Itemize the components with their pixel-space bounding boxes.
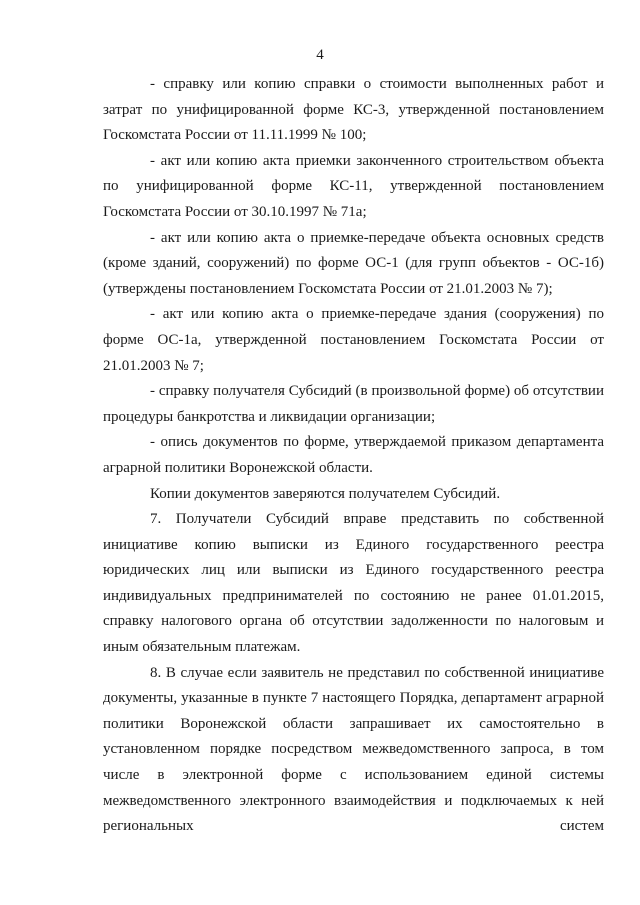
paragraph-bankruptcy-certificate: - справку получателя Субсидий (в произвольной форме) об отсутствии процедуры банкротства и ликвидации организации; [103,383,604,425]
paragraph-ks3-certificate: - справку или копию справки о стоимости выполненных работ и затрат по унифицированной форме КС-3, утвержденной постановлением Госкомстата России от 11.11.1999 № 100; [103,76,604,144]
paragraph-os1a-act: - акт или копию акта о приемке-передаче здания (сооружения) по форме ОС-1а, утвержденной постановлением Госкомстата России от 21.01.2003 № 7; [103,306,604,374]
paragraph-os1-act: - акт или копию акта о приемке-передаче объекта основных средств (кроме зданий, сооружений) по форме ОС-1 (для групп объектов - ОС-1б) (утверждены постановлением Госкомстата России от 21.01.2003 № 7); [103,229,604,297]
paragraph-clause-7: 7. Получатели Субсидий вправе представить по собственной инициативе копию выписки из Единого государственного реестра юридических лиц или выписки из Единого государственного реестра индивидуальных предпринимателей по состоянию не ранее 01.01.2015, справку налогового органа об отсутствии задолженности по налоговым и иным обязательным платежам. [103,511,604,656]
paragraph-document-inventory: - опись документов по форме, утверждаемой приказом департамента аграрной политики Воронежской области. [103,434,604,476]
paragraph-clause-8: 8. В случае если заявитель не представил по собственной инициативе документы, указанные в пункте 7 настоящего Порядка, департамент аграрной политики Воронежской области запрашивает их самостоятельно в установленном порядке посредством межведомственного запроса, в том числе в электронной форме с использованием единой системы межведомственного электронного взаимодействия и подключаемых к ней региональных систем [103,664,604,835]
paragraph-copies-certified: Копии документов заверяются получателем Субсидий. [150,485,501,502]
page-number: 4 [316,47,324,63]
document-body [103,72,604,840]
paragraph-ks11-act: - акт или копию акта приемки законченного строительством объекта по унифицированной форме КС-11, утвержденной постановлением Госкомстата России от 30.10.1997 № 71а; [103,152,604,220]
